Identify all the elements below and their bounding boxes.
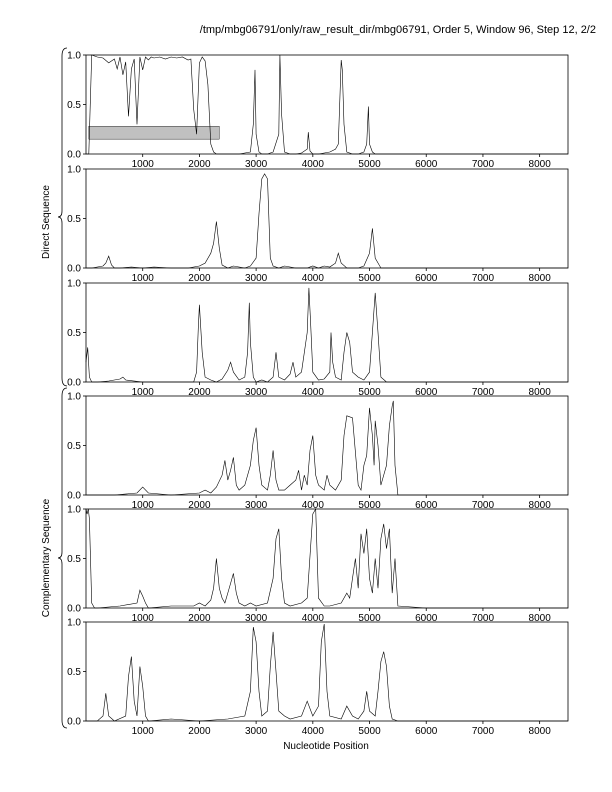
panels: [67, 51, 568, 738]
plot-frame: [86, 622, 568, 721]
x-tick-label: 7000: [471, 500, 495, 511]
series-line: [86, 624, 568, 721]
y-tick-label: 0.0: [67, 149, 81, 161]
y-tick-label: 0.0: [67, 490, 81, 502]
x-tick-label: 5000: [358, 613, 381, 624]
panel-5: [67, 505, 568, 625]
x-tick-label: 2000: [188, 726, 211, 737]
x-tick-label: 2000: [188, 387, 211, 398]
x-tick-label: 1000: [131, 387, 154, 398]
y-tick-label: 0.5: [67, 441, 81, 452]
figure-title: /tmp/mbg06791/only/raw_result_dir/mbg06791, Order 5, Window 96, Step 12, 2/2: [199, 24, 596, 36]
y-tick-label: 1.0: [67, 50, 81, 62]
x-tick-label: 3000: [244, 500, 268, 511]
y-tick-label: 0.5: [67, 328, 81, 339]
y-tick-label: 1.0: [67, 391, 81, 403]
x-tick-label: 5000: [358, 159, 381, 170]
x-tick-label: 1000: [131, 726, 154, 737]
panel-3: [67, 279, 568, 399]
x-tick-label: 8000: [528, 273, 551, 284]
x-tick-label: 5000: [358, 387, 381, 398]
y-tick-label: 0.0: [67, 603, 81, 615]
x-tick-label: 4000: [301, 613, 324, 624]
x-tick-label: 4000: [301, 500, 324, 511]
group-brackets: [58, 48, 67, 728]
x-tick-label: 4000: [301, 387, 324, 398]
y-tick-label: 1.0: [67, 617, 81, 629]
y-tick-label: 0.5: [67, 667, 81, 678]
x-tick-label: 8000: [528, 500, 551, 511]
x-tick-label: 4000: [301, 273, 324, 284]
x-tick-label: 3000: [244, 387, 268, 398]
y-tick-label: 0.0: [67, 263, 81, 275]
y-tick-label: 1.0: [67, 278, 81, 290]
group-label-direct-sequence: Direct Sequence: [41, 185, 52, 259]
x-tick-label: 5000: [358, 273, 381, 284]
y-tick-label: 0.5: [67, 100, 81, 111]
x-axis-label: Nucleotide Position: [283, 741, 369, 752]
x-tick-label: 3000: [244, 273, 268, 284]
panel-4: [67, 392, 568, 512]
x-tick-label: 1000: [131, 273, 154, 284]
x-tick-label: 4000: [301, 726, 324, 737]
group-bracket: [58, 388, 67, 728]
y-tick-label: 1.0: [67, 164, 81, 176]
series-line: [86, 288, 568, 382]
x-tick-label: 7000: [471, 613, 495, 624]
y-tick-label: 1.0: [67, 504, 81, 516]
x-tick-label: 1000: [131, 159, 154, 170]
group-bracket: [58, 48, 67, 386]
panel-2: [67, 165, 568, 285]
x-tick-label: 5000: [358, 726, 381, 737]
x-tick-label: 6000: [415, 273, 438, 284]
x-tick-label: 1000: [131, 613, 154, 624]
x-tick-label: 2000: [188, 500, 211, 511]
y-tick-label: 0.5: [67, 214, 81, 225]
panel-6: [67, 618, 568, 738]
plot-frame: [86, 169, 568, 268]
x-tick-label: 7000: [471, 159, 495, 170]
x-tick-label: 6000: [415, 500, 438, 511]
y-tick-label: 0.0: [67, 377, 81, 389]
x-tick-label: 3000: [244, 613, 268, 624]
x-tick-label: 8000: [528, 613, 551, 624]
x-tick-label: 2000: [188, 159, 211, 170]
x-tick-label: 3000: [244, 726, 268, 737]
x-tick-label: 6000: [415, 613, 438, 624]
y-tick-label: 0.0: [67, 716, 81, 728]
plot-frame: [86, 509, 568, 608]
series-line: [86, 509, 568, 608]
group-label-complementary-sequence: Complementary Sequence: [41, 498, 52, 618]
x-tick-label: 7000: [471, 387, 495, 398]
x-tick-label: 8000: [528, 387, 551, 398]
x-tick-label: 7000: [471, 726, 495, 737]
x-tick-label: 6000: [415, 159, 438, 170]
plot-frame: [86, 283, 568, 382]
x-tick-label: 4000: [301, 159, 324, 170]
x-tick-label: 8000: [528, 159, 551, 170]
x-tick-label: 3000: [244, 159, 268, 170]
x-tick-label: 5000: [358, 500, 381, 511]
shaded-region: [89, 126, 219, 139]
x-tick-label: 8000: [528, 726, 551, 737]
x-tick-label: 6000: [415, 387, 438, 398]
plot-frame: [86, 396, 568, 495]
x-tick-label: 7000: [471, 273, 495, 284]
series-line: [86, 174, 568, 268]
x-tick-label: 2000: [188, 613, 211, 624]
panel-1: [67, 51, 568, 171]
y-tick-label: 0.5: [67, 554, 81, 565]
x-tick-label: 6000: [415, 726, 438, 737]
x-tick-label: 2000: [188, 273, 211, 284]
series-line: [86, 401, 568, 495]
x-tick-label: 1000: [131, 500, 154, 511]
